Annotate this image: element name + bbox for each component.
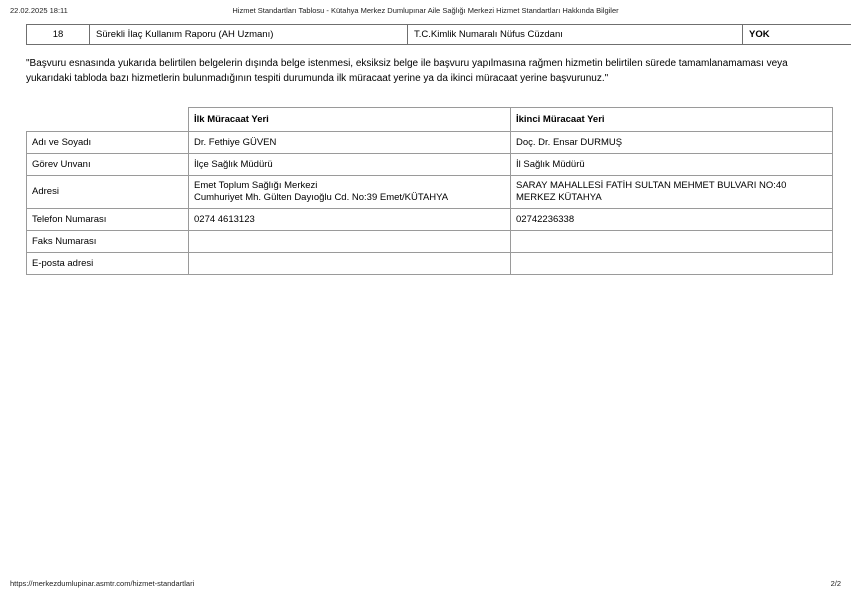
contact-second-title: İl Sağlık Müdürü (511, 154, 833, 176)
table-row (27, 132, 833, 154)
contact-second-phone: 02742236338 (511, 209, 833, 231)
contact-first-email (189, 253, 511, 275)
contact-header-second-application: İkinci Müracaat Yeri (511, 108, 833, 132)
contact-second-fax (511, 231, 833, 253)
contact-first-name: Dr. Fethiye GÜVEN (189, 132, 511, 154)
service-row-name: Sürekli İlaç Kullanım Raporu (AH Uzmanı) (90, 25, 408, 45)
service-row-duration: YOK (743, 25, 851, 45)
contact-label-name: Adı ve Soyadı (27, 132, 189, 154)
contact-first-address-line2: Cumhuriyet Mh. Gülten Dayıoğlu Cd. No:39 Emet/KÜTAHYA (194, 192, 449, 203)
contact-first-phone: 0274 4613123 (189, 209, 511, 231)
contact-label-title: Görev Unvanı (27, 154, 189, 176)
table-row (27, 209, 833, 231)
contact-table-header-row (27, 108, 833, 132)
print-footer-url: https://merkezdumlupinar.asmtr.com/hizmet-standartlari (10, 579, 195, 588)
contact-header-blank (27, 108, 189, 132)
print-header-title: Hizmet Standartları Tablosu - Kütahya Merkez Dumlupınar Aile Sağlığı Merkezi Hizmet Standartları Hakkında Bilgiler (232, 6, 619, 15)
contact-first-address-line1: Emet Toplum Sağlığı Merkezi (194, 180, 318, 191)
service-row-number: 18 (27, 25, 90, 45)
contact-first-fax (189, 231, 511, 253)
service-row-documents: T.C.Kimlik Numaralı Nüfus Cüzdanı (408, 25, 743, 45)
print-footer (0, 579, 851, 591)
contact-first-address (189, 176, 511, 209)
table-row (27, 176, 833, 209)
table-row (27, 154, 833, 176)
contact-header-first-application: İlk Müracaat Yeri (189, 108, 511, 132)
contact-second-name: Doç. Dr. Ensar DURMUŞ (511, 132, 833, 154)
contact-label-phone: Telefon Numarası (27, 209, 189, 231)
application-note-paragraph: "Başvuru esnasında yukarıda belirtilen belgelerin dışında belge istenmesi, eksiksiz belge ile başvuru yapılmasına rağmen hizmetin belirtilen sürede tamamlanamaması veya yukarıdaki tabloda bazı hizmetlerin bulunmadığının tespiti durumunda ilk müracaat yerine ya da ikinci müracaat yerine başvurunuz." (26, 58, 788, 84)
contact-second-address-line1: SARAY MAHALLESİ FATİH SULTAN MEHMET BULVARI NO:40 (516, 180, 787, 191)
service-standards-table (26, 24, 851, 45)
contact-label-fax: Faks Numarası (27, 231, 189, 253)
print-footer-page-number: 2/2 (830, 579, 841, 588)
contact-second-address-line2: MERKEZ KÜTAHYA (516, 192, 602, 203)
contact-second-address (511, 176, 833, 209)
table-row (27, 231, 833, 253)
contact-first-title: İlçe Sağlık Müdürü (189, 154, 511, 176)
table-row (27, 25, 851, 45)
contact-label-email: E-posta adresi (27, 253, 189, 275)
print-header (0, 6, 851, 20)
contact-table (26, 107, 833, 275)
contact-label-address: Adresi (27, 176, 189, 209)
contact-second-email (511, 253, 833, 275)
table-row (27, 253, 833, 275)
print-header-date: 22.02.2025 18:11 (10, 6, 68, 15)
